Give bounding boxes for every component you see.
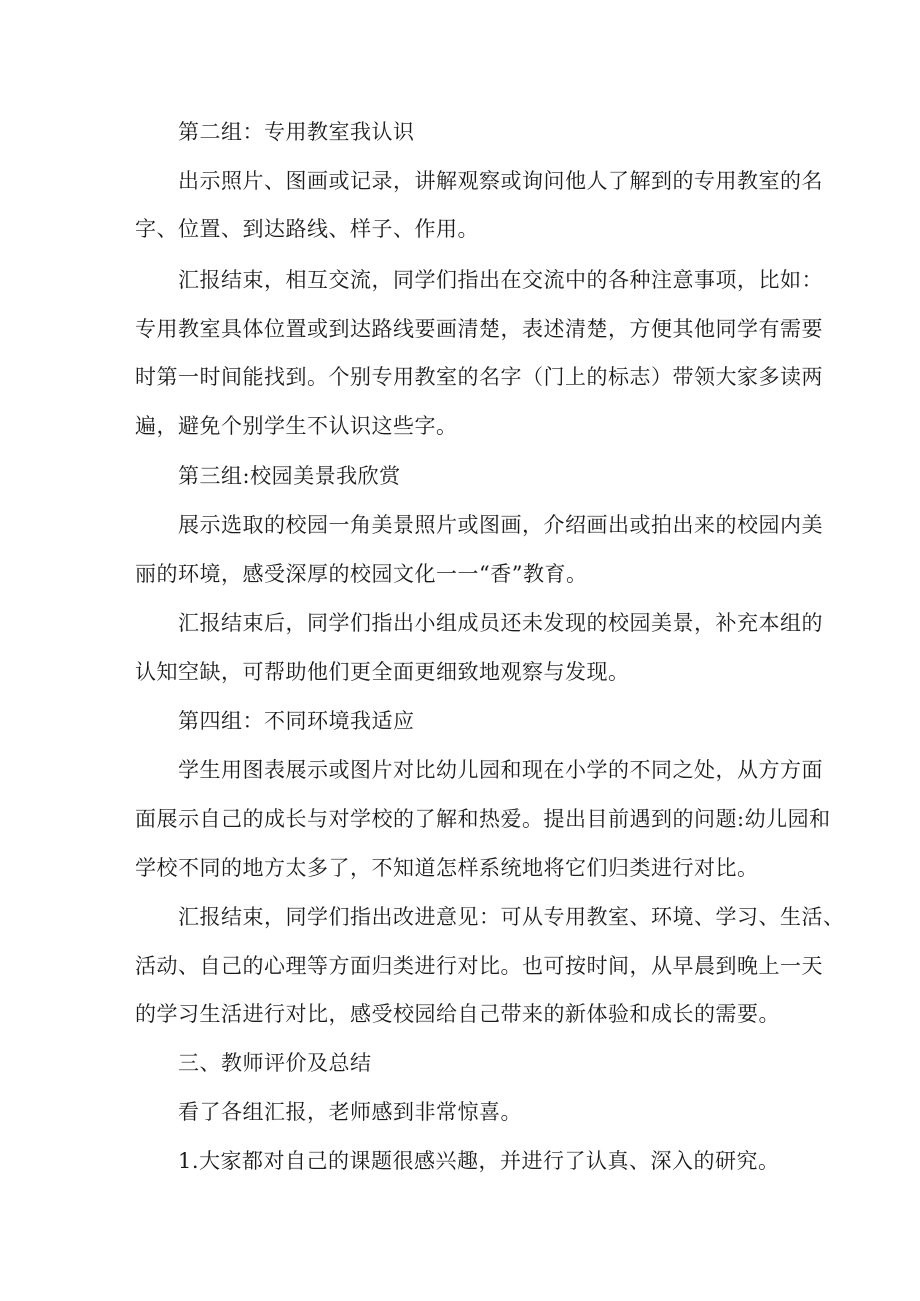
paragraph-line: 面展示自己的成长与对学校的了解和热爱。提出目前遇到的问题:幼儿园和	[135, 807, 831, 831]
heading-group-two: 第二组：专用教室我认识	[178, 120, 415, 144]
paragraph-line: 汇报结束后，同学们指出小组成员还未发现的校园美景，补充本组的	[178, 611, 823, 635]
paragraph-line: 时第一时间能找到。个别专用教室的名字（门上的标志）带领大家多读两	[135, 365, 823, 389]
paragraph-line: 遍，避免个别学生不认识这些字。	[135, 414, 458, 438]
paragraph-line: 丽的环境，感受深厚的校园文化一一“香”教育。	[135, 562, 588, 586]
paragraph-line: 认知空缺，可帮助他们更全面更细致地观察与发现。	[135, 660, 630, 684]
paragraph-line: 学生用图表展示或图片对比幼儿园和现在小学的不同之处，从方方面	[178, 758, 823, 782]
paragraph-line: 字、位置、到达路线、样子、作用。	[135, 217, 479, 241]
paragraph-line: 专用教室具体位置或到达路线要画清楚，表述清楚，方便其他同学有需要	[135, 317, 823, 341]
paragraph-line: 汇报结束，同学们指出改进意见：可从专用教室、环境、学习、生活、	[178, 905, 845, 929]
paragraph-line: 出示照片、图画或记录，讲解观察或询问他人了解到的专用教室的名	[178, 169, 823, 193]
paragraph-line: 的学习生活进行对比，感受校园给自己带来的新体验和成长的需要。	[135, 1002, 780, 1026]
paragraph-line: 看了各组汇报，老师感到非常惊喜。	[178, 1100, 522, 1124]
heading-teacher-evaluation: 三、教师评价及总结	[178, 1051, 372, 1075]
heading-group-four: 第四组：不同环境我适应	[178, 709, 415, 733]
heading-group-three: 第三组:校园美景我欣赏	[178, 464, 401, 488]
paragraph-line: 展示选取的校园一角美景照片或图画，介绍画出或拍出来的校园内美	[178, 513, 823, 537]
paragraph-line: 学校不同的地方太多了，不知道怎样系统地将它们归类进行对比。	[135, 856, 759, 880]
paragraph-line: 活动、自己的心理等方面归类进行对比。也可按时间，从早晨到晚上一天	[135, 954, 823, 978]
paragraph-line: 汇报结束，相互交流，同学们指出在交流中的各种注意事项，比如：	[178, 268, 823, 292]
list-item: 1.大家都对自己的课题很感兴趣，并进行了认真、深入的研究。	[178, 1149, 780, 1173]
